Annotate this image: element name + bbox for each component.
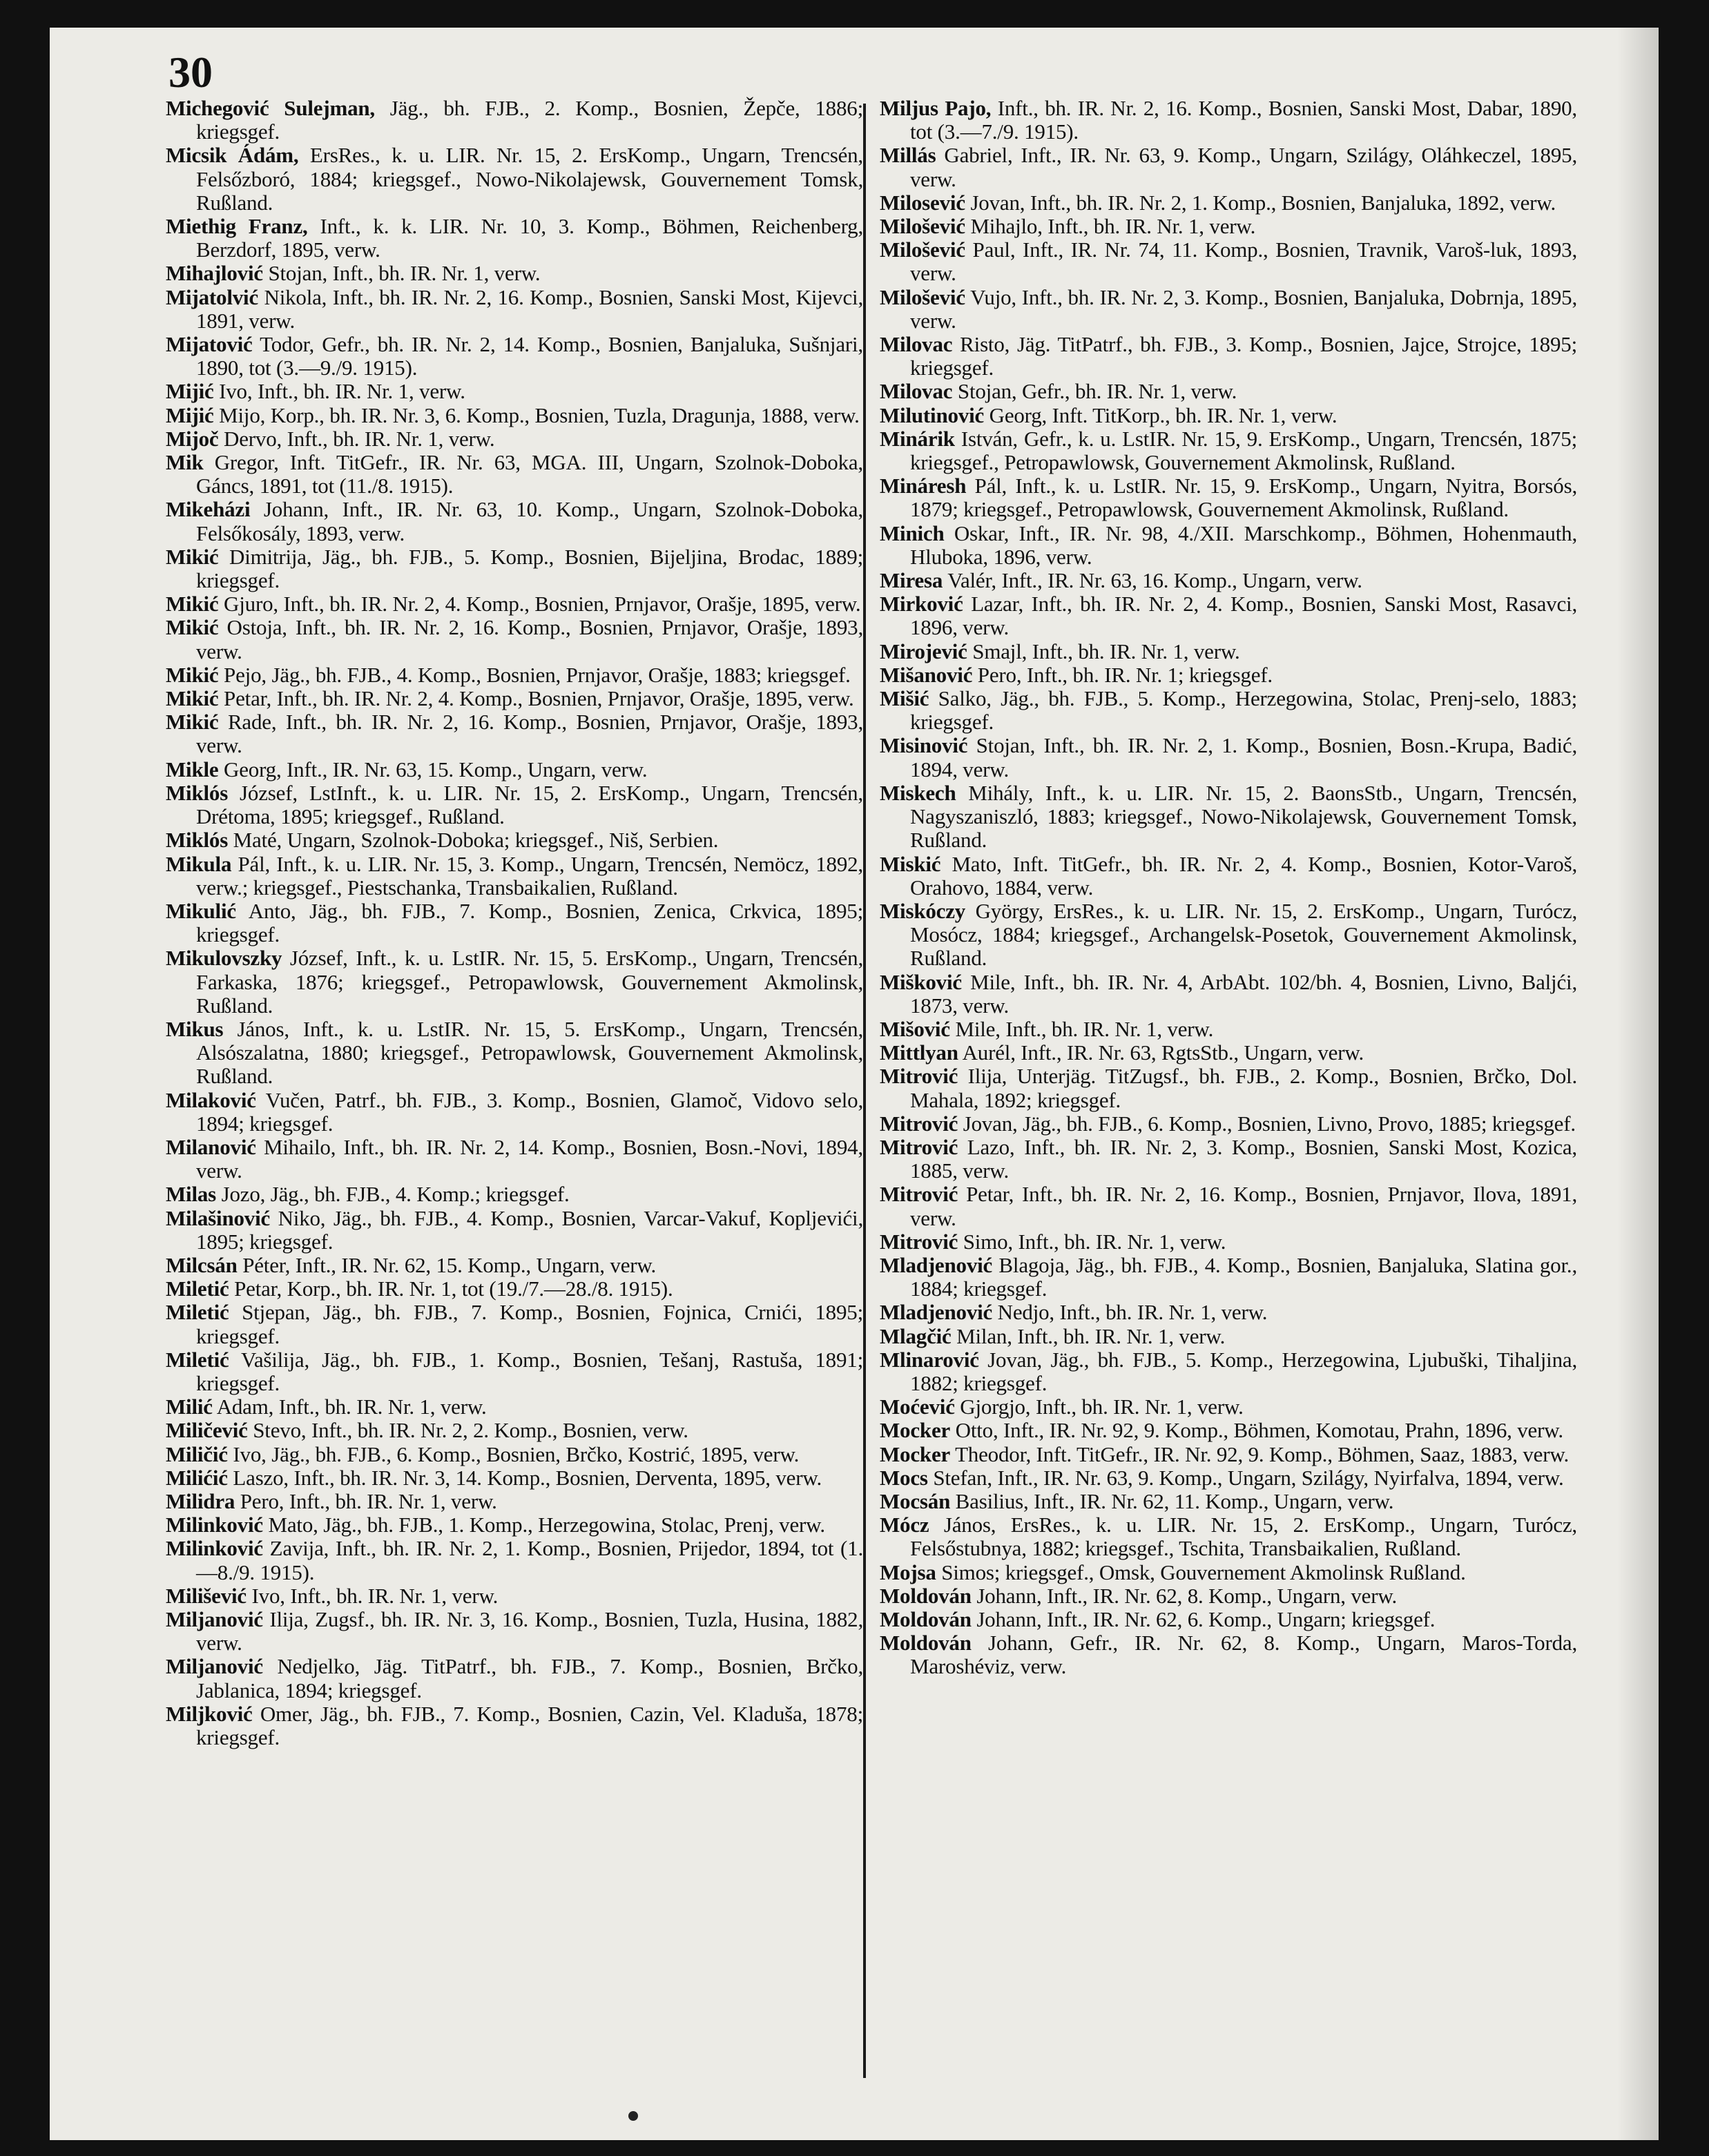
entry-details: Petar, Inft., bh. IR. Nr. 2, 4. Komp., Bosnien, Prnjavor, Orašje, 1895, verw. — [218, 686, 854, 711]
entry-details: Simos; kriegsgef., Omsk, Gouvernement Akmolinsk Rußland. — [936, 1560, 1466, 1584]
register-entry — [880, 97, 1577, 144]
entry-surname: Milić — [166, 1395, 213, 1419]
register-entry — [166, 427, 863, 451]
register-entry — [880, 144, 1577, 191]
entry-details: Maté, Ungarn, Szolnok-Doboka; kriegsgef., Niš, Serbien. — [228, 828, 719, 853]
entry-details: Johann, Inft., IR. Nr. 62, 8. Komp., Ungarn, verw. — [971, 1583, 1398, 1608]
register-entry — [880, 569, 1577, 592]
register-entry — [166, 1277, 863, 1301]
entry-surname: Miethig Franz, — [166, 214, 308, 239]
register-entry — [166, 1395, 863, 1419]
entry-details: Laszo, Inft., bh. IR. Nr. 3, 14. Komp., Bosnien, Derventa, 1895, verw. — [227, 1465, 822, 1490]
register-entry — [166, 286, 863, 333]
entry-surname: Mitrović — [880, 1182, 958, 1207]
entry-surname: Minárik — [880, 426, 955, 451]
register-entry — [166, 1608, 863, 1655]
register-entry — [166, 262, 863, 285]
register-entry — [166, 1254, 863, 1277]
entry-surname: Moldován — [880, 1607, 972, 1631]
entry-details: Jovan, Jäg., bh. FJB., 6. Komp., Bosnien, Livno, Provo, 1885; kriegsgef. — [958, 1111, 1576, 1136]
entry-details: Smajl, Inft., bh. IR. Nr. 1, verw. — [967, 639, 1240, 663]
entry-details: Niko, Jäg., bh. FJB., 4. Komp., Bosnien, Varcar-Vakuf, Kopljevići, 1895; kriegsgef. — [196, 1205, 863, 1254]
entry-details: Pál, Inft., k. u. LstIR. Nr. 15, 9. ErsKomp., Ungarn, Nyitra, Borsós, 1879; kriegsgef., Petropawlowsk, Gouvernement Akmolinsk, Rußland. — [910, 474, 1577, 522]
entry-details: Mihály, Inft., k. u. LIR. Nr. 15, 2. BaonsStb., Ungarn, Trencsén, Nagyszaniszló, 1883; kriegsgef., Nowo-Nikolajewsk, Gouvernement Tomsk, Rußland. — [910, 780, 1577, 853]
entry-surname: Mladjenović — [880, 1300, 993, 1325]
entry-details: János, Inft., k. u. LstIR. Nr. 15, 5. ErsKomp., Ungarn, Trencsén, Alsószalatna, 1880; kriegsgef., Petropawlowsk, Gouvernement Akmolinsk, Rußland. — [196, 1016, 863, 1089]
entry-surname: Mikić — [166, 592, 219, 616]
entry-details: Gregor, Inft. TitGefr., IR. Nr. 63, MGA. III, Ungarn, Szolnok-Doboka, Gáncs, 1891, tot (11./8. 1915). — [196, 450, 863, 498]
entry-surname: Milidra — [166, 1488, 235, 1513]
entry-details: Jovan, Inft., bh. IR. Nr. 2, 1. Komp., Bosnien, Banjaluka, 1892, verw. — [965, 190, 1556, 215]
entry-surname: Miljanović — [166, 1607, 263, 1631]
register-entry — [880, 1395, 1577, 1419]
entry-surname: Miletić — [166, 1276, 229, 1301]
entry-details: Ivo, Inft., bh. IR. Nr. 1, verw. — [247, 1583, 499, 1608]
register-entry — [166, 1513, 863, 1537]
entry-details: Ivo, Inft., bh. IR. Nr. 1, verw. — [213, 379, 465, 404]
entry-details: Theodor, Inft. TitGefr., IR. Nr. 92, 9. Komp., Böhmen, Saaz, 1883, verw. — [950, 1441, 1570, 1466]
register-entry — [880, 1183, 1577, 1230]
entry-surname: Mijić — [166, 379, 214, 404]
register-entry — [880, 1041, 1577, 1065]
register-entry — [880, 238, 1577, 285]
entry-surname: Mináresh — [880, 474, 967, 498]
entry-surname: Michegović Sulejman, — [166, 96, 375, 120]
entry-surname: Miklós — [166, 828, 229, 853]
entry-details: Zavija, Inft., bh. IR. Nr. 2, 1. Komp., Bosnien, Prijedor, 1894, tot (1.—8./9. 1915). — [196, 1536, 863, 1584]
entry-details: Mihailo, Inft., bh. IR. Nr. 2, 14. Komp., Bosnien, Bosn.-Novi, 1894, verw. — [196, 1134, 863, 1183]
register-entry — [880, 971, 1577, 1018]
register-entry — [166, 215, 863, 262]
entry-details: Adam, Inft., bh. IR. Nr. 1, verw. — [212, 1395, 487, 1419]
register-entry — [166, 1466, 863, 1490]
entry-surname: Mikulić — [166, 898, 236, 923]
ink-spot — [628, 2111, 638, 2121]
entry-details: Gjuro, Inft., bh. IR. Nr. 2, 4. Komp., Bosnien, Prnjavor, Orašje, 1895, verw. — [218, 592, 861, 616]
entry-details: Johann, Inft., IR. Nr. 62, 6. Komp., Ungarn; kriegsgef. — [971, 1607, 1436, 1631]
entry-surname: Miskech — [880, 780, 956, 805]
entry-surname: Millás — [880, 143, 936, 168]
entry-surname: Milićić — [166, 1465, 228, 1490]
entry-surname: Mitrović — [880, 1134, 958, 1159]
register-entry — [880, 1631, 1577, 1678]
entry-details: Ostoja, Inft., bh. IR. Nr. 2, 16. Komp., Bosnien, Prnjavor, Orašje, 1893, verw. — [196, 615, 863, 663]
entry-details: Gabriel, Inft., IR. Nr. 63, 9. Komp., Ungarn, Szilágy, Oláhkeczel, 1895, verw. — [910, 143, 1577, 191]
register-entry — [166, 1537, 863, 1584]
entry-details: Nedjo, Inft., bh. IR. Nr. 1, verw. — [992, 1300, 1268, 1325]
register-entry — [880, 286, 1577, 333]
entry-surname: Miličić — [166, 1441, 228, 1466]
entry-details: Blagoja, Jäg., bh. FJB., 4. Komp., Bosnien, Banjaluka, Slatina gor., 1884; kriegsgef. — [910, 1252, 1577, 1301]
entry-details: Ilija, Unterjäg. TitZugsf., bh. FJB., 2. Komp., Bosnien, Brčko, Dol. Mahala, 1892; kriegsgef. — [910, 1064, 1577, 1112]
register-entry — [880, 1608, 1577, 1631]
entry-surname: Miletić — [166, 1347, 229, 1372]
entry-surname: Milošević — [880, 237, 965, 262]
entry-surname: Mikić — [166, 686, 219, 711]
register-entry — [166, 663, 863, 687]
register-entry — [166, 451, 863, 498]
entry-surname: Moćević — [880, 1395, 955, 1419]
register-entry — [880, 687, 1577, 734]
entry-details: Stojan, Gefr., bh. IR. Nr. 1, verw. — [952, 379, 1237, 404]
register-entry — [166, 1207, 863, 1254]
entry-details: Stevo, Inft., bh. IR. Nr. 2, 2. Komp., Bosnien, verw. — [247, 1418, 688, 1443]
entry-surname: Milošević — [880, 214, 965, 239]
register-entry — [166, 1183, 863, 1206]
entry-surname: Misinović — [880, 733, 968, 758]
register-entry — [166, 900, 863, 946]
entry-details: Mijo, Korp., bh. IR. Nr. 3, 6. Komp., Bosnien, Tuzla, Dragunja, 1888, verw. — [213, 402, 860, 427]
entry-details: Oskar, Inft., IR. Nr. 98, 4./XII. Marschkomp., Böhmen, Hohenmauth, Hluboka, 1896, verw. — [910, 521, 1577, 569]
register-entry — [880, 592, 1577, 639]
entry-details: Anto, Jäg., bh. FJB., 7. Komp., Bosnien, Zenica, Crkvica, 1895; kriegsgef. — [196, 898, 863, 947]
register-entry — [880, 640, 1577, 663]
entry-surname: Mišić — [880, 686, 929, 711]
register-entry — [166, 781, 863, 828]
entry-surname: Miličević — [166, 1418, 248, 1443]
register-entry — [880, 1584, 1577, 1608]
entry-details: Jovan, Jäg., bh. FJB., 5. Komp., Herzegowina, Ljubuški, Tihaljina, 1882; kriegsgef. — [910, 1347, 1577, 1395]
entry-surname: Mikić — [166, 662, 219, 687]
register-entry — [166, 1584, 863, 1608]
entry-surname: Milovac — [880, 379, 953, 404]
entry-surname: Mijatolvić — [166, 284, 259, 309]
entry-surname: Mijoč — [166, 426, 219, 451]
entry-surname: Mikle — [166, 757, 219, 781]
register-entry — [880, 1466, 1577, 1490]
entry-details: Jäg., bh. FJB., 2. Komp., Bosnien, Žepče, 1886; kriegsgef. — [196, 96, 863, 144]
register-entry — [880, 1230, 1577, 1254]
entry-details: Stojan, Inft., bh. IR. Nr. 1, verw. — [262, 261, 541, 286]
register-entry — [166, 380, 863, 403]
entry-surname: Mijatović — [166, 332, 253, 357]
entry-details: János, ErsRes., k. u. LIR. Nr. 15, 2. ErsKomp., Ungarn, Turócz, Felsőstubnya, 1882; kriegsgef., Tschita, Transbaikalien, Rußland. — [910, 1513, 1577, 1561]
entry-surname: Mlinarović — [880, 1347, 979, 1372]
register-entry — [880, 853, 1577, 900]
entry-details: Otto, Inft., IR. Nr. 92, 9. Komp., Böhmen, Komotau, Prahn, 1896, verw. — [950, 1418, 1563, 1443]
entry-surname: Mikus — [166, 1016, 224, 1041]
register-entry — [880, 333, 1577, 380]
register-entry — [880, 1254, 1577, 1301]
register-entry — [880, 1513, 1577, 1560]
register-entry — [880, 1419, 1577, 1442]
register-entry — [166, 404, 863, 427]
entry-details: Ivo, Jäg., bh. FJB., 6. Komp., Bosnien, Brčko, Kostrić, 1895, verw. — [227, 1441, 800, 1466]
register-entry — [880, 781, 1577, 853]
entry-surname: Miresa — [880, 568, 943, 593]
register-entry — [166, 498, 863, 545]
entry-details: Petar, Korp., bh. IR. Nr. 1, tot (19./7.—28./8. 1915). — [229, 1276, 673, 1301]
entry-surname: Milošević — [880, 284, 965, 309]
entry-details: Pero, Inft., bh. IR. Nr. 1, verw. — [235, 1488, 497, 1513]
register-entry — [166, 616, 863, 663]
entry-surname: Milišević — [166, 1583, 247, 1608]
entry-details: Stjepan, Jäg., bh. FJB., 7. Komp., Bosnien, Fojnica, Crnići, 1895; kriegsgef. — [196, 1300, 863, 1348]
register-entry — [880, 1018, 1577, 1041]
register-entry — [166, 333, 863, 380]
register-entry — [880, 734, 1577, 781]
entry-surname: Moldován — [880, 1631, 972, 1655]
entry-details: Jozo, Jäg., bh. FJB., 4. Komp.; kriegsgef. — [216, 1182, 570, 1207]
entry-surname: Milutinović — [880, 402, 985, 427]
entry-surname: Mihajlović — [166, 261, 263, 286]
entry-details: Inft., bh. IR. Nr. 2, 16. Komp., Bosnien, Sanski Most, Dabar, 1890, tot (3.—7./9. 1915). — [910, 96, 1577, 144]
document-page — [50, 28, 1659, 2140]
register-entry — [166, 758, 863, 781]
register-entry — [166, 1136, 863, 1183]
entry-surname: Mitrović — [880, 1229, 958, 1254]
entry-details: Lazo, Inft., bh. IR. Nr. 2, 3. Komp., Bosnien, Sanski Most, Kozica, 1885, verw. — [910, 1134, 1577, 1183]
entry-details: Mile, Inft., bh. IR. Nr. 4, ArbAbt. 102/bh. 4, Bosnien, Livno, Baljći, 1873, verw. — [910, 969, 1577, 1018]
register-entry — [880, 900, 1577, 971]
register-entry — [880, 191, 1577, 215]
entry-details: Mato, Jäg., bh. FJB., 1. Komp., Herzegowina, Stolac, Prenj, verw. — [262, 1513, 825, 1537]
entry-details: Aurél, Inft., IR. Nr. 63, RgtsStb., Ungarn, verw. — [958, 1040, 1364, 1065]
entry-surname: Miljković — [166, 1701, 253, 1726]
page-edge-shadow — [1617, 28, 1659, 2140]
entry-surname: Milovac — [880, 332, 953, 357]
entry-surname: Mocker — [880, 1441, 951, 1466]
entry-surname: Milas — [166, 1182, 217, 1207]
entry-surname: Mocs — [880, 1465, 928, 1490]
entry-surname: Minich — [880, 521, 945, 545]
entry-details: Pál, Inft., k. u. LIR. Nr. 15, 3. Komp., Ungarn, Trencsén, Nemöcz, 1892, verw.; kriegsgef., Piestschanka, Transbaikalien, Rußland. — [196, 851, 863, 900]
entry-surname: Mocker — [880, 1418, 951, 1443]
entry-details: Salko, Jäg., bh. FJB., 5. Komp., Herzegowina, Stolac, Prenj-selo, 1883; kriegsgef. — [910, 686, 1577, 735]
register-entry — [880, 380, 1577, 403]
entry-details: Gjorgjo, Inft., bh. IR. Nr. 1, verw. — [954, 1395, 1244, 1419]
register-entry — [880, 1325, 1577, 1348]
right-column — [880, 97, 1577, 1679]
entry-surname: Mijić — [166, 402, 214, 427]
entry-surname: Milaković — [166, 1087, 256, 1112]
register-entry — [880, 1112, 1577, 1136]
entry-surname: Mócz — [880, 1513, 929, 1537]
entry-surname: Miletić — [166, 1300, 229, 1325]
register-entry — [880, 663, 1577, 687]
entry-surname: Mikić — [166, 615, 219, 640]
entry-details: Dimitrija, Jäg., bh. FJB., 5. Komp., Bosnien, Bijeljina, Brodac, 1889; kriegsgef. — [196, 544, 863, 593]
entry-surname: Milašinović — [166, 1205, 271, 1230]
entry-details: Simo, Inft., bh. IR. Nr. 1, verw. — [958, 1229, 1226, 1254]
register-entry — [880, 427, 1577, 474]
entry-surname: Micsik Ádám, — [166, 143, 299, 168]
entry-details: István, Gefr., k. u. LstIR. Nr. 15, 9. ErsKomp., Ungarn, Trencsén, 1875; kriegsgef., Petropawlowsk, Gouvernement Akmolinsk, Rußland. — [910, 426, 1577, 475]
entry-details: Johann, Gefr., IR. Nr. 62, 8. Komp., Ungarn, Maros-Torda, Maroshéviz, verw. — [910, 1631, 1577, 1679]
entry-details: Basilius, Inft., IR. Nr. 62, 11. Komp., Ungarn, verw. — [950, 1488, 1394, 1513]
entry-details: Ilija, Zugsf., bh. IR. Nr. 3, 16. Komp., Bosnien, Tuzla, Husina, 1882, verw. — [196, 1607, 863, 1655]
entry-surname: Milosević — [880, 190, 965, 215]
entry-surname: Mitrović — [880, 1111, 958, 1136]
register-entry — [880, 404, 1577, 427]
entry-surname: Mocsán — [880, 1488, 951, 1513]
register-entry — [166, 1089, 863, 1136]
register-entry — [166, 144, 863, 215]
entry-details: Vašilija, Jäg., bh. FJB., 1. Komp., Bosnien, Tešanj, Rastuša, 1891; kriegsgef. — [196, 1347, 863, 1395]
register-entry — [166, 946, 863, 1018]
entry-surname: Mikula — [166, 851, 232, 876]
entry-surname: Milinković — [166, 1513, 263, 1537]
entry-details: Stefan, Inft., IR. Nr. 63, 9. Komp., Ungarn, Szilágy, Nyirfalva, 1894, verw. — [927, 1465, 1564, 1490]
register-entry — [880, 1490, 1577, 1513]
register-entry — [166, 1419, 863, 1442]
register-entry — [166, 545, 863, 592]
entry-details: Todor, Gefr., bh. IR. Nr. 2, 14. Komp., Bosnien, Banjaluka, Sušnjari, 1890, tot (3.—9./9. 1915). — [196, 332, 863, 380]
entry-details: Lazar, Inft., bh. IR. Nr. 2, 4. Komp., Bosnien, Sanski Most, Rasavci, 1896, verw. — [910, 592, 1577, 640]
entry-details: Milan, Inft., bh. IR. Nr. 1, verw. — [951, 1323, 1226, 1348]
entry-surname: Mirojević — [880, 639, 967, 663]
entry-details: Vučen, Patrf., bh. FJB., 3. Komp., Bosnien, Glamoč, Vidovo selo, 1894; kriegsgef. — [196, 1087, 863, 1136]
register-entry — [166, 1301, 863, 1348]
entry-details: ErsRes., k. u. LIR. Nr. 15, 2. ErsKomp., Ungarn, Trencsén, Felsőzboró, 1884; kriegsgef., Nowo-Nikolajewsk, Gouvernement Tomsk, Rußland. — [196, 143, 863, 215]
register-entry — [166, 687, 863, 710]
register-entry — [880, 1301, 1577, 1324]
entry-details: Georg, Inft. TitKorp., bh. IR. Nr. 1, verw. — [984, 402, 1338, 427]
entry-details: Risto, Jäg. TitPatrf., bh. FJB., 3. Komp., Bosnien, Jajce, Strojce, 1895; kriegsgef. — [910, 332, 1577, 380]
entry-details: Inft., k. k. LIR. Nr. 10, 3. Komp., Böhmen, Reichenberg, Berzdorf, 1895, verw. — [196, 214, 863, 262]
entry-surname: Mirković — [880, 592, 963, 616]
entry-details: Vujo, Inft., bh. IR. Nr. 2, 3. Komp., Bosnien, Banjaluka, Dobrnja, 1895, verw. — [910, 284, 1577, 333]
entry-surname: Mladjenović — [880, 1252, 993, 1277]
register-entry — [880, 1561, 1577, 1584]
entry-surname: Mitrović — [880, 1064, 958, 1089]
entry-details: Stojan, Inft., bh. IR. Nr. 2, 1. Komp., Bosnien, Bosn.-Krupa, Badić, 1894, verw. — [910, 733, 1577, 781]
entry-surname: Miljus Pajo, — [880, 96, 992, 120]
page-number: 30 — [168, 48, 213, 97]
register-entry — [166, 1702, 863, 1749]
register-entry — [166, 592, 863, 616]
column-divider — [863, 104, 866, 2078]
entry-details: Pejo, Jäg., bh. FJB., 4. Komp., Bosnien, Prnjavor, Orašje, 1883; kriegsgef. — [218, 662, 851, 687]
entry-details: Johann, Inft., IR. Nr. 63, 10. Komp., Ungarn, Szolnok-Doboka, Felsőkosály, 1893, verw. — [196, 497, 863, 545]
register-entry — [166, 97, 863, 144]
entry-details: György, ErsRes., k. u. LIR. Nr. 15, 2. ErsKomp., Ungarn, Turócz, Mosócz, 1884; kriegsgef., Archangelsk-Posetok, Gouvernement Akmolinsk, Rußland. — [910, 898, 1577, 971]
entry-details: József, LstInft., k. u. LIR. Nr. 15, 2. ErsKomp., Ungarn, Trencsén, Drétoma, 1895; kriegsgef., Rußland. — [196, 780, 863, 829]
entry-surname: Miskić — [880, 851, 941, 876]
register-entry — [166, 1490, 863, 1513]
register-entry — [880, 1443, 1577, 1466]
entry-surname: Miklós — [166, 780, 229, 805]
entry-details: Dervo, Inft., bh. IR. Nr. 1, verw. — [218, 426, 495, 451]
entry-surname: Milcsán — [166, 1252, 238, 1277]
entry-surname: Mojsa — [880, 1560, 936, 1584]
entry-surname: Moldován — [880, 1583, 972, 1608]
entry-surname: Mittlyan — [880, 1040, 958, 1065]
entry-surname: Miskóczy — [880, 898, 966, 923]
entry-details: Mato, Inft. TitGefr., bh. IR. Nr. 2, 4. Komp., Bosnien, Kotor-Varoš, Orahovo, 1884, verw. — [910, 851, 1577, 900]
entry-details: Valér, Inft., IR. Nr. 63, 16. Komp., Ungarn, verw. — [943, 568, 1362, 593]
register-entry — [880, 1136, 1577, 1183]
entry-surname: Milinković — [166, 1536, 263, 1561]
entry-details: Nikola, Inft., bh. IR. Nr. 2, 16. Komp., Bosnien, Sanski Most, Kijevci, 1891, verw. — [196, 284, 863, 333]
register-entry — [166, 1348, 863, 1395]
entry-surname: Milanović — [166, 1134, 256, 1159]
entry-surname: Mik — [166, 450, 204, 475]
entry-details: Mile, Inft., bh. IR. Nr. 1, verw. — [949, 1016, 1214, 1041]
register-entry — [166, 1018, 863, 1089]
entry-surname: Mlagčić — [880, 1323, 952, 1348]
entry-surname: Mišković — [880, 969, 962, 994]
register-entry — [166, 710, 863, 757]
entry-surname: Mikeházi — [166, 497, 251, 522]
entry-details: Paul, Inft., IR. Nr. 74, 11. Komp., Bosnien, Travnik, Varoš-luk, 1893, verw. — [910, 237, 1577, 286]
entry-surname: Mikić — [166, 710, 219, 735]
entry-surname: Mikić — [166, 544, 219, 569]
entry-surname: Mišanović — [880, 662, 973, 687]
register-entry — [166, 1443, 863, 1466]
entry-details: Rade, Inft., bh. IR. Nr. 2, 16. Komp., Bosnien, Prnjavor, Orašje, 1893, verw. — [196, 710, 863, 758]
register-entry — [166, 828, 863, 852]
entry-details: Petar, Inft., bh. IR. Nr. 2, 16. Komp., Bosnien, Prnjavor, Ilova, 1891, verw. — [910, 1182, 1577, 1230]
register-entry — [166, 1655, 863, 1702]
entry-details: Georg, Inft., IR. Nr. 63, 15. Komp., Ungarn, verw. — [218, 757, 648, 781]
register-entry — [880, 215, 1577, 238]
entry-details: Mihajlo, Inft., bh. IR. Nr. 1, verw. — [965, 214, 1256, 239]
entry-details: Péter, Inft., IR. Nr. 62, 15. Komp., Ungarn, verw. — [237, 1252, 657, 1277]
entry-surname: Mišović — [880, 1016, 950, 1041]
entry-details: Nedjelko, Jäg. TitPatrf., bh. FJB., 7. Komp., Bosnien, Brčko, Jablanica, 1894; kriegsgef. — [196, 1654, 863, 1702]
register-entry — [880, 1348, 1577, 1395]
register-entry — [880, 474, 1577, 521]
entry-details: Pero, Inft., bh. IR. Nr. 1; kriegsgef. — [972, 662, 1273, 687]
entry-details: Omer, Jäg., bh. FJB., 7. Komp., Bosnien, Cazin, Vel. Kladuša, 1878; kriegsgef. — [196, 1701, 863, 1750]
register-entry — [880, 522, 1577, 569]
register-entry — [880, 1065, 1577, 1111]
entry-surname: Mikulovszky — [166, 946, 282, 971]
entry-details: József, Inft., k. u. LstIR. Nr. 15, 5. ErsKomp., Ungarn, Trencsén, Farkaska, 1876; kriegsgef., Petropawlowsk, Gouvernement Akmolinsk, Rußland. — [196, 946, 863, 1018]
entry-surname: Miljanović — [166, 1654, 263, 1679]
register-entry — [166, 853, 863, 900]
left-column — [166, 97, 863, 1749]
